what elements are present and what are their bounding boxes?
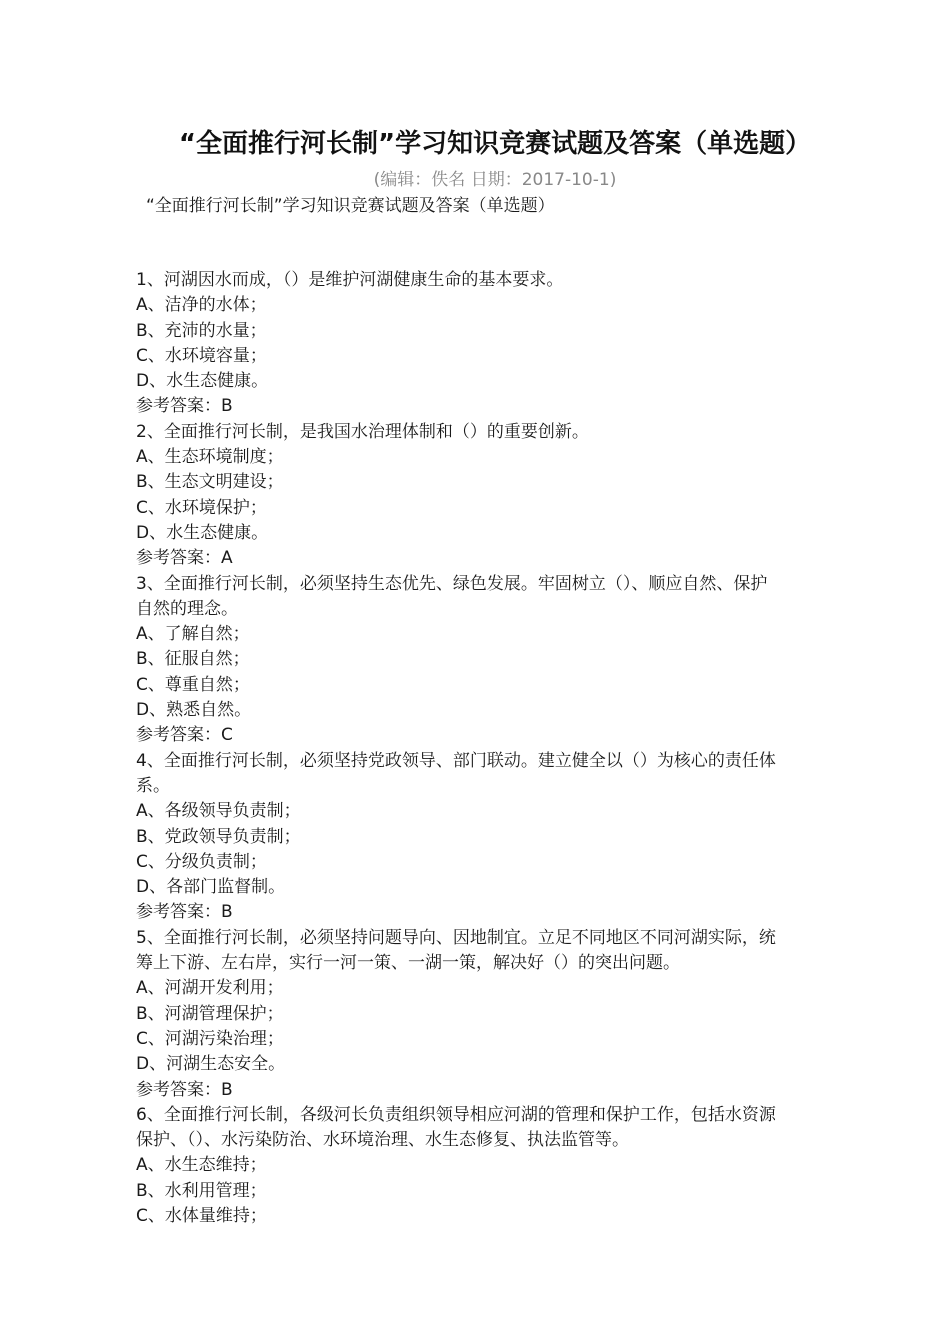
document-meta: (编辑：佚名 日期：2017-10-1) xyxy=(373,170,617,190)
answer: 参考答案：B xyxy=(136,902,233,923)
question-text-cont: 保护、（）、水污染防治、水环境治理、水生态修复、执法监管等。 xyxy=(136,1130,629,1151)
option-d: D、水生态健康。 xyxy=(136,371,269,392)
option-a: A、了解自然； xyxy=(136,624,250,645)
answer: 参考答案：B xyxy=(136,396,233,417)
option-c: C、水环境容量； xyxy=(136,345,267,366)
question-text-cont: 自然的理念。 xyxy=(136,598,238,619)
option-a: A、河湖开发利用； xyxy=(136,978,284,999)
option-d: D、河湖生态安全。 xyxy=(136,1054,286,1075)
option-d: D、各部门监督制。 xyxy=(136,877,286,898)
option-d: D、水生态健康。 xyxy=(136,522,269,543)
option-b: B、充沛的水量； xyxy=(136,320,267,341)
option-b: B、征服自然； xyxy=(136,649,250,670)
option-b: B、党政领导负责制； xyxy=(136,826,301,847)
option-d: D、熟悉自然。 xyxy=(136,700,252,721)
question-text: 2、全面推行河长制，是我国水治理体制和（）的重要创新。 xyxy=(136,421,589,442)
option-c: C、分级负责制； xyxy=(136,851,267,872)
option-b: B、河湖管理保护； xyxy=(136,1003,284,1024)
option-a: A、各级领导负责制； xyxy=(136,801,301,822)
question-list xyxy=(136,268,858,1229)
option-b: B、水利用管理； xyxy=(136,1180,267,1201)
document-subtitle: “全面推行河长制”学习知识竞赛试题及答案（单选题） xyxy=(146,196,555,216)
option-a: A、水生态维持； xyxy=(136,1155,267,1176)
answer: 参考答案：C xyxy=(136,725,233,746)
answer: 参考答案：A xyxy=(136,548,233,569)
question-text: 1、河湖因水而成，（）是维护河湖健康生命的基本要求。 xyxy=(136,270,564,290)
option-c: C、水环境保护； xyxy=(136,497,267,518)
option-a: A、洁净的水体； xyxy=(136,295,267,316)
option-c: C、水体量维持； xyxy=(136,1205,267,1226)
question-text-cont: 筹上下游、左右岸，实行一河一策、一湖一策，解决好（）的突出问题。 xyxy=(136,953,680,974)
question-text: 3、全面推行河长制，必须坚持生态优先、绿色发展。牢固树立（）、顺应自然、保护 xyxy=(136,573,768,594)
question-text: 4、全面推行河长制，必须坚持党政领导、部门联动。建立健全以（）为核心的责任体 xyxy=(136,750,776,771)
document-title: “全面推行河长制”学习知识竞赛试题及答案（单选题） xyxy=(178,129,812,159)
question-text: 5、全面推行河长制，必须坚持问题导向、因地制宜。立足不同地区不同河湖实际，统 xyxy=(136,927,776,948)
question-text-cont: 系。 xyxy=(136,775,170,796)
option-c: C、尊重自然； xyxy=(136,674,250,695)
option-a: A、生态环境制度； xyxy=(136,447,284,468)
option-b: B、生态文明建设； xyxy=(136,472,284,493)
answer: 参考答案：B xyxy=(136,1079,233,1100)
option-c: C、河湖污染治理； xyxy=(136,1028,284,1049)
question-text: 6、全面推行河长制，各级河长负责组织领导相应河湖的管理和保护工作，包括水资源 xyxy=(136,1104,776,1125)
